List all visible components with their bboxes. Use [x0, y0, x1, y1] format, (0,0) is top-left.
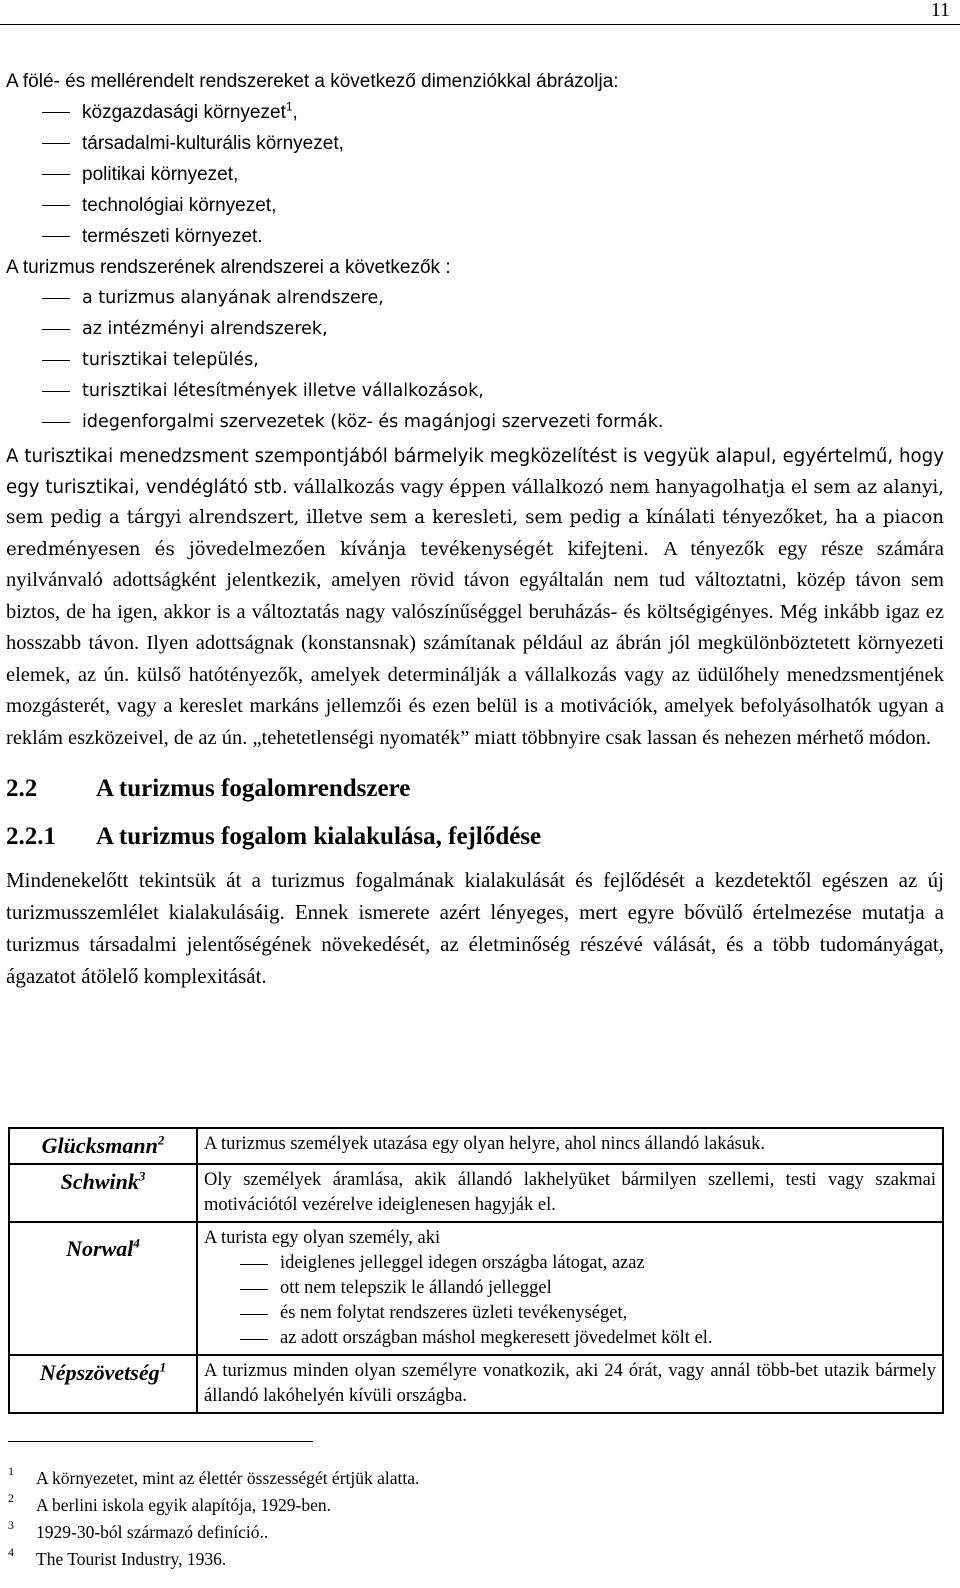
- dash-bullet: [42, 329, 70, 330]
- definitions-table: [8, 1127, 944, 1414]
- list-item: és nem folytat rendszeres üzleti tevékenységet,: [204, 1301, 936, 1326]
- dash-bullet: [240, 1264, 268, 1265]
- table-row: [9, 1222, 943, 1355]
- dash-bullet: [240, 1339, 268, 1340]
- dash-bullet: [42, 112, 70, 113]
- list-item: turisztikai létesítmények illetve vállalkozások,: [6, 376, 944, 407]
- list-item: közgazdasági környezet$^1$,: [6, 97, 944, 128]
- author-cell: Schwink$^3$: [9, 1164, 197, 1222]
- footnote: 2 A berlini iskola egyik alapítója, 1929-ben.: [8, 1491, 332, 1515]
- list-item: ideiglenes jelleggel idegen országba látogat, azaz: [204, 1251, 936, 1276]
- dash-bullet: [42, 205, 70, 206]
- dash-bullet: [42, 422, 70, 423]
- subsystems-intro: A turizmus rendszerének alrendszerei a következők :: [6, 257, 451, 278]
- footnote-separator: [8, 1441, 313, 1442]
- dash-bullet: [42, 236, 70, 237]
- author-cell: Norwal$^4$: [9, 1222, 197, 1355]
- definition-cell: A turista egy olyan személy, aki ideiglenes jelleggel idegen országba látogat, azaz ott nem telepszik le állandó jelleggel és nem folytat rendszeres üzleti tevékenységet, az adott országban máshol megkeresett jövedelmet költ el.: [197, 1222, 943, 1355]
- page-header: [0, 0, 960, 25]
- footnote: 1 A környezetet, mint az élettér összességét értjük alatta.: [8, 1464, 420, 1488]
- author-cell: Glücksmann$^2$: [9, 1128, 197, 1164]
- list-item: az adott országban máshol megkeresett jövedelmet költ el.: [204, 1326, 936, 1351]
- list-item: ott nem telepszik le állandó jelleggel: [204, 1276, 936, 1301]
- definition-cell: A turizmus személyek utazása egy olyan helyre, ahol nincs állandó lakásuk.: [197, 1128, 943, 1164]
- subsection-heading: 2.2.1 A turizmus fogalom kialakulása, fejlődése: [6, 823, 542, 850]
- table-row: [9, 1164, 943, 1222]
- dash-bullet: [240, 1314, 268, 1315]
- footnote: 3 1929-30-ból származó definíció..: [8, 1518, 269, 1542]
- dash-bullet: [42, 143, 70, 144]
- dimensions-intro: A fölé- és mellérendelt rendszereket a következő dimenziókkal ábrázolja:: [6, 71, 619, 92]
- table-row: [9, 1128, 943, 1164]
- list-item: társadalmi-kulturális környezet,: [6, 128, 944, 159]
- list-item: technológiai környezet,: [6, 190, 944, 221]
- dash-bullet: [42, 391, 70, 392]
- list-item: a turizmus alanyának alrendszere,: [6, 283, 944, 314]
- tourist-criteria-list: [204, 1251, 936, 1351]
- subsystems-list: [6, 283, 944, 438]
- table-row: [9, 1355, 943, 1413]
- management-paragraph: A turisztikai menedzsment szempontjából bármelyik megközelítést is vegyük alapul, egyértelmű, hogy egy turisztikai, vendéglátó stb. vállalkozás vagy éppen vállalkozó nem hanyagolhatja el sem az alanyi, sem pedig a tárgyi alrendszert, illetve sem a keresleti, sem pedig a kínálati tényezőket, ha a piacon eredményesen és jövedelmezően kívánja tevékenységét kifejteni. A tényezők egy része számára nyilvánvaló adottságként jelentkezik, amelyen rövid távon egyáltalán nem tud változtatni, közép távon sem biztos, de ha igen, akkor is a változtatás nagy valószínűséggel beruházás- és költségigényes. Még inkább igaz ez hosszabb távon. Ilyen adottságnak (konstansnak) számítanak például az ábrán jól megkülönböztetett környezeti elemek, az ún. külső hatótényezők, amelyek determinálják a vállalkozás vagy az üdülőhely menedzsmentjének mozgásterét, vagy a kereslet markáns jellemzői és ezen belül is a motivációk, amelyek befolyásolhatók ugyan a reklám eszközeivel, de az ún. „tehetetlenségi nyomaték” miatt többnyire csak lassan és nehezen mérhető módon.: [6, 446, 944, 749]
- list-item: idegenforgalmi szervezetek (köz- és magánjogi szervezeti formák.: [6, 407, 944, 438]
- list-item: természeti környezet.: [6, 221, 944, 252]
- dash-bullet: [42, 360, 70, 361]
- section-heading: 2.2 A turizmus fogalomrendszere: [6, 775, 411, 802]
- definition-cell: A turizmus minden olyan személyre vonatkozik, aki 24 órát, vagy annál több-bet utazik bármely állandó lakóhelyén kívüli országba.: [197, 1355, 943, 1413]
- footnote: 4 The Tourist Industry, 1936.: [8, 1545, 227, 1569]
- footnotes: [8, 1465, 419, 1573]
- dimensions-list: [6, 97, 944, 252]
- author-cell: Népszövetség$^1$: [9, 1355, 197, 1413]
- list-item: az intézményi alrendszerek,: [6, 314, 944, 345]
- dash-bullet: [240, 1289, 268, 1290]
- dash-bullet: [42, 174, 70, 175]
- section-intro-paragraph: Mindenekelőtt tekintsük át a turizmus fogalmának kialakulását és fejlődését a kezdetektől egészen az új turizmusszemlélet kialakulásáig. Ennek ismerete azért lényeges, mert egyre bővülő értelmezése mutatja a turizmus társadalmi jelentőségének növekedését, az életminőség részévé válását, és a több tudományágat, ágazatot átölelő komplexitását.: [6, 868, 944, 988]
- document-body: [6, 66, 944, 992]
- page-number: 11: [930, 0, 950, 21]
- list-item: turisztikai település,: [6, 345, 944, 376]
- definition-cell: Oly személyek áramlása, akik állandó lakhelyüket bármilyen szellemi, testi vagy szakmai motivációtól vezérelve ideiglenesen hagyják el.: [197, 1164, 943, 1222]
- dash-bullet: [42, 298, 70, 299]
- list-item: politikai környezet,: [6, 159, 944, 190]
